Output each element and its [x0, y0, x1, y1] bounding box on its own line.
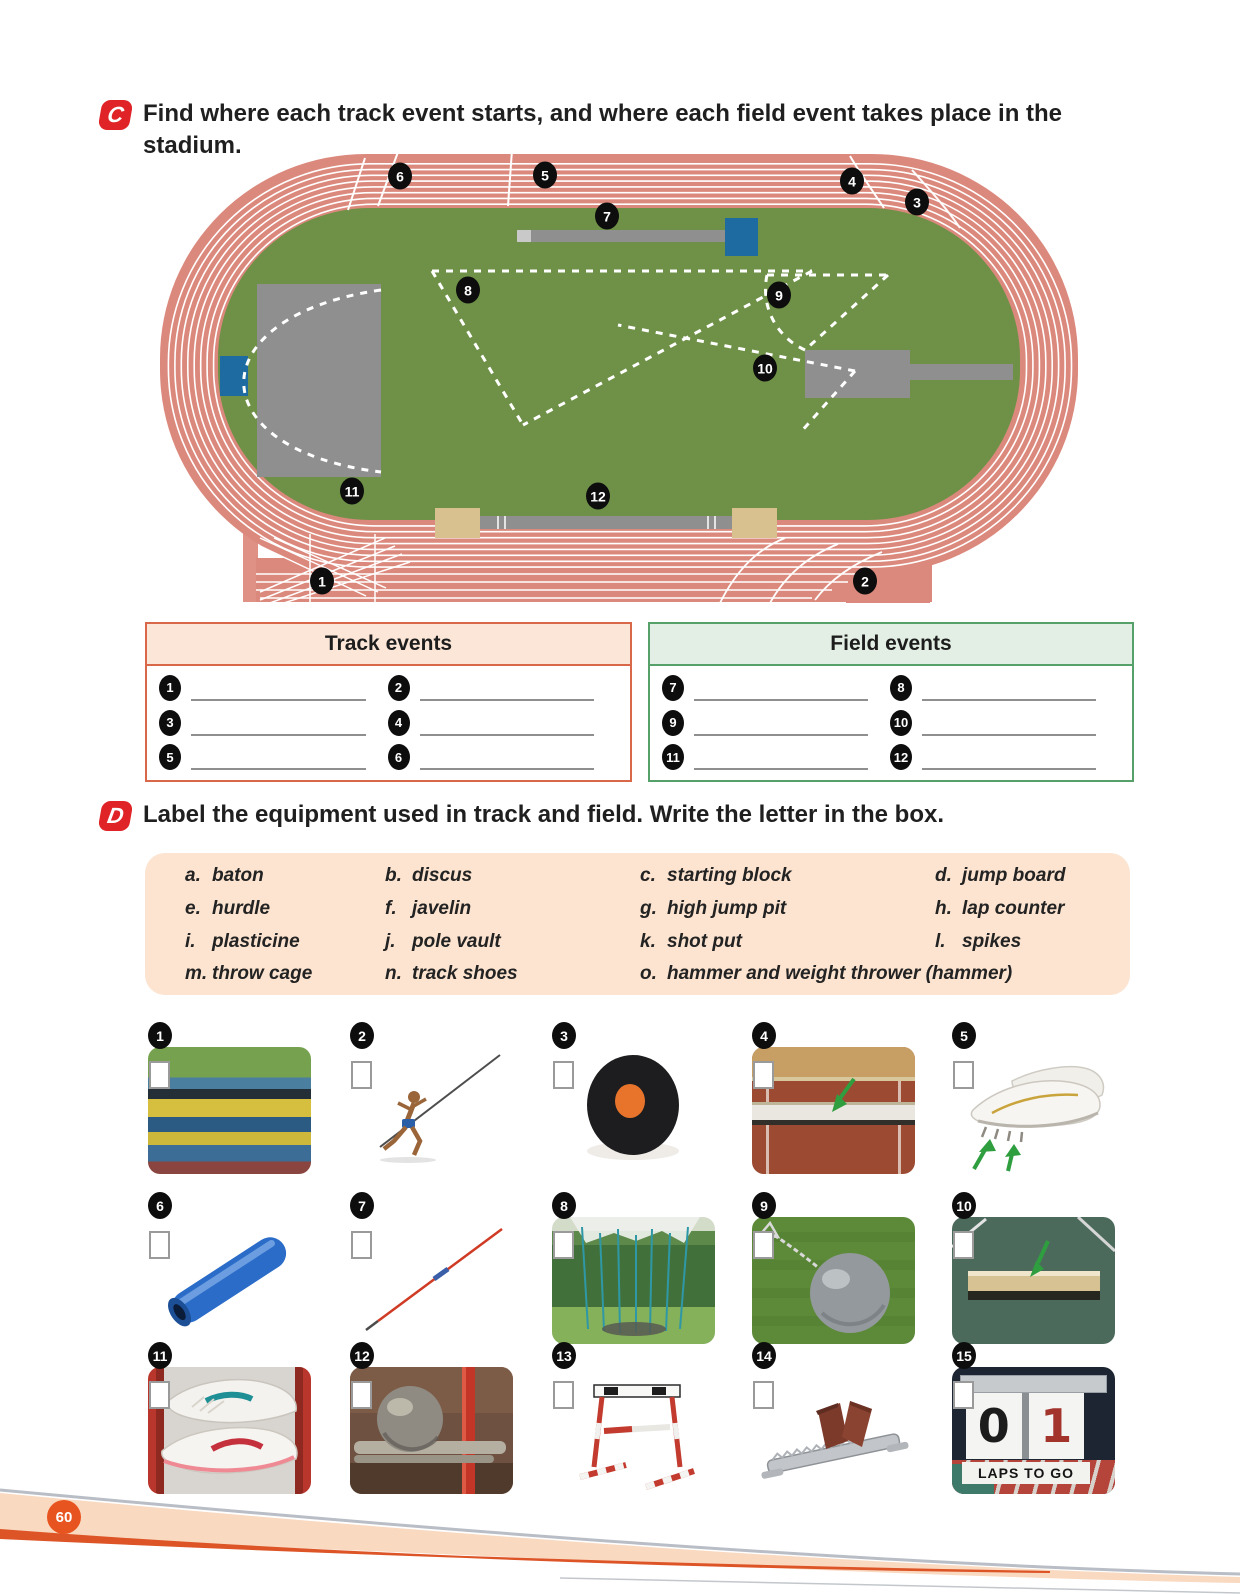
- word-bank-item-i: i. plasticine: [185, 931, 300, 952]
- answer-line-field-12[interactable]: [922, 748, 1096, 770]
- lap-counter-digit-right: 1: [1029, 1393, 1085, 1459]
- answer-line-field-8[interactable]: [922, 679, 1096, 701]
- item-number-badge: 11: [148, 1342, 172, 1369]
- equipment-item-5: [952, 1022, 1122, 1182]
- photo-jump-board: [752, 1047, 915, 1174]
- entry-number: 1: [159, 675, 181, 701]
- word-bank-item-o: o. hammer and weight thrower (hammer): [640, 963, 1013, 984]
- stadium-marker-8: 8: [456, 277, 480, 304]
- answer-line-track-1[interactable]: [191, 679, 366, 701]
- entry-number: 5: [159, 744, 181, 770]
- stadium-marker-7: 7: [595, 203, 619, 230]
- photo-hurdle: [552, 1367, 715, 1494]
- equipment-item-7: [350, 1192, 520, 1352]
- word-bank: [145, 853, 1130, 995]
- track-events-table: [145, 622, 632, 782]
- section-d-badge: D: [97, 801, 133, 831]
- answer-line-field-7[interactable]: [694, 679, 868, 701]
- word-bank-item-e: e. hurdle: [185, 898, 271, 919]
- equipment-item-12: [350, 1342, 520, 1502]
- answer-box-item-5[interactable]: [953, 1061, 974, 1089]
- item-number-badge: 1: [148, 1022, 172, 1049]
- answer-box-item-3[interactable]: [553, 1061, 574, 1089]
- stadium-marker-10: 10: [753, 355, 777, 382]
- stadium-marker-9: 9: [767, 282, 791, 309]
- item-number-badge: 9: [752, 1192, 776, 1219]
- answer-box-item-2[interactable]: [351, 1061, 372, 1089]
- equipment-item-10: [952, 1192, 1122, 1352]
- section-c-badge: C: [97, 100, 133, 130]
- stadium-marker-12: 12: [586, 483, 610, 510]
- equipment-item-3: [552, 1022, 722, 1182]
- answer-line-track-5[interactable]: [191, 748, 366, 770]
- answer-line-track-6[interactable]: [420, 748, 595, 770]
- track-events-title: Track events: [147, 624, 630, 666]
- footer-decoration: [0, 1480, 1240, 1594]
- entry-number: 2: [388, 675, 410, 701]
- word-bank-item-j: j. pole vault: [385, 931, 501, 952]
- answer-line-field-10[interactable]: [922, 714, 1096, 736]
- photo-lap-counter: [952, 1367, 1115, 1494]
- entry-number: 12: [890, 744, 912, 770]
- equipment-item-8: [552, 1192, 722, 1352]
- stadium-track-art: [160, 148, 1080, 603]
- answer-box-item-7[interactable]: [351, 1231, 372, 1259]
- stadium-marker-3: 3: [905, 189, 929, 216]
- equipment-item-13: [552, 1342, 722, 1502]
- stadium-diagram: [160, 148, 1080, 603]
- photo-pole-vaulter: [350, 1047, 513, 1174]
- answer-box-item-14[interactable]: [753, 1381, 774, 1409]
- photo-spike-shoes: [952, 1047, 1115, 1174]
- word-bank-item-h: h. lap counter: [935, 898, 1065, 919]
- equipment-item-14: [752, 1342, 922, 1502]
- equipment-item-1: [148, 1022, 318, 1182]
- lap-counter-frame: [960, 1375, 1107, 1393]
- item-number-badge: 7: [350, 1192, 374, 1219]
- stadium-marker-1: 1: [310, 568, 334, 595]
- photo-discus: [552, 1047, 715, 1174]
- item-number-badge: 3: [552, 1022, 576, 1049]
- field-events-title: Field events: [650, 624, 1132, 666]
- item-number-badge: 13: [552, 1342, 576, 1369]
- word-bank-item-a: a. baton: [185, 865, 264, 886]
- answer-box-item-15[interactable]: [953, 1381, 974, 1409]
- photo-starting-block: [752, 1367, 915, 1494]
- word-bank-item-c: c. starting block: [640, 865, 792, 886]
- answer-line-track-3[interactable]: [191, 714, 366, 736]
- photo-high-jump-pit: [148, 1047, 311, 1174]
- equipment-item-11: [148, 1342, 318, 1502]
- entry-number: 10: [890, 710, 912, 736]
- answer-box-item-11[interactable]: [149, 1381, 170, 1409]
- photo-hammer: [752, 1217, 915, 1344]
- entry-number: 7: [662, 675, 684, 701]
- word-bank-item-k: k. shot put: [640, 931, 742, 952]
- equipment-item-4: [752, 1022, 922, 1182]
- lap-counter-caption: LAPS TO GO: [962, 1462, 1090, 1484]
- answer-box-item-9[interactable]: [753, 1231, 774, 1259]
- photo-plasticine-board: [952, 1217, 1115, 1344]
- stadium-marker-2: 2: [853, 568, 877, 595]
- answer-line-field-9[interactable]: [694, 714, 868, 736]
- photo-track-shoes: [148, 1367, 311, 1494]
- answer-box-item-10[interactable]: [953, 1231, 974, 1259]
- item-number-badge: 2: [350, 1022, 374, 1049]
- item-number-badge: 4: [752, 1022, 776, 1049]
- equipment-item-2: [350, 1022, 520, 1182]
- lap-counter-cards: [966, 1393, 1084, 1459]
- item-number-badge: 14: [752, 1342, 776, 1369]
- photo-baton: [148, 1217, 311, 1344]
- item-number-badge: 6: [148, 1192, 172, 1219]
- answer-line-track-2[interactable]: [420, 679, 595, 701]
- answer-box-item-8[interactable]: [553, 1231, 574, 1259]
- word-bank-item-b: b. discus: [385, 865, 473, 886]
- stadium-marker-6: 6: [388, 163, 412, 190]
- answer-box-item-12[interactable]: [351, 1381, 372, 1409]
- entry-number: 9: [662, 710, 684, 736]
- answer-box-item-6[interactable]: [149, 1231, 170, 1259]
- page-number: 60: [47, 1500, 81, 1534]
- answer-line-field-11[interactable]: [694, 748, 868, 770]
- equipment-item-6: [148, 1192, 318, 1352]
- stadium-marker-4: 4: [840, 168, 864, 195]
- answer-box-item-4[interactable]: [753, 1061, 774, 1089]
- word-bank-item-g: g. high jump pit: [640, 898, 787, 919]
- word-bank-item-n: n. track shoes: [385, 963, 518, 984]
- item-number-badge: 15: [952, 1342, 976, 1369]
- section-d-heading: Label the equipment used in track and field. Write the letter in the box.: [143, 801, 945, 828]
- item-number-badge: 5: [952, 1022, 976, 1049]
- entry-number: 3: [159, 710, 181, 736]
- word-bank-item-l: l. spikes: [935, 931, 1022, 952]
- item-number-badge: 10: [952, 1192, 976, 1219]
- answer-box-item-13[interactable]: [553, 1381, 574, 1409]
- entry-number: 4: [388, 710, 410, 736]
- section-c-heading: Find where each track event starts, and where each field event takes place in the stadium.: [143, 100, 1063, 159]
- photo-javelin: [350, 1217, 513, 1344]
- answer-box-item-1[interactable]: [149, 1061, 170, 1089]
- word-bank-item-f: f. javelin: [385, 898, 472, 919]
- equipment-item-9: [752, 1192, 922, 1352]
- item-number-badge: 8: [552, 1192, 576, 1219]
- photo-throw-cage: [552, 1217, 715, 1344]
- entry-number: 6: [388, 744, 410, 770]
- entry-number: 11: [662, 744, 684, 770]
- item-number-badge: 12: [350, 1342, 374, 1369]
- lap-counter-hinge: [1022, 1393, 1029, 1459]
- stadium-marker-5: 5: [533, 162, 557, 189]
- entry-number: 8: [890, 675, 912, 701]
- field-events-table: [648, 622, 1134, 782]
- equipment-item-15: [952, 1342, 1122, 1502]
- photo-shot-put: [350, 1367, 513, 1494]
- word-bank-item-m: m. throw cage: [185, 963, 313, 984]
- lap-counter-digit-left: 0: [966, 1393, 1022, 1459]
- word-bank-item-d: d. jump board: [935, 865, 1066, 886]
- answer-line-track-4[interactable]: [420, 714, 595, 736]
- stadium-marker-11: 11: [340, 478, 364, 505]
